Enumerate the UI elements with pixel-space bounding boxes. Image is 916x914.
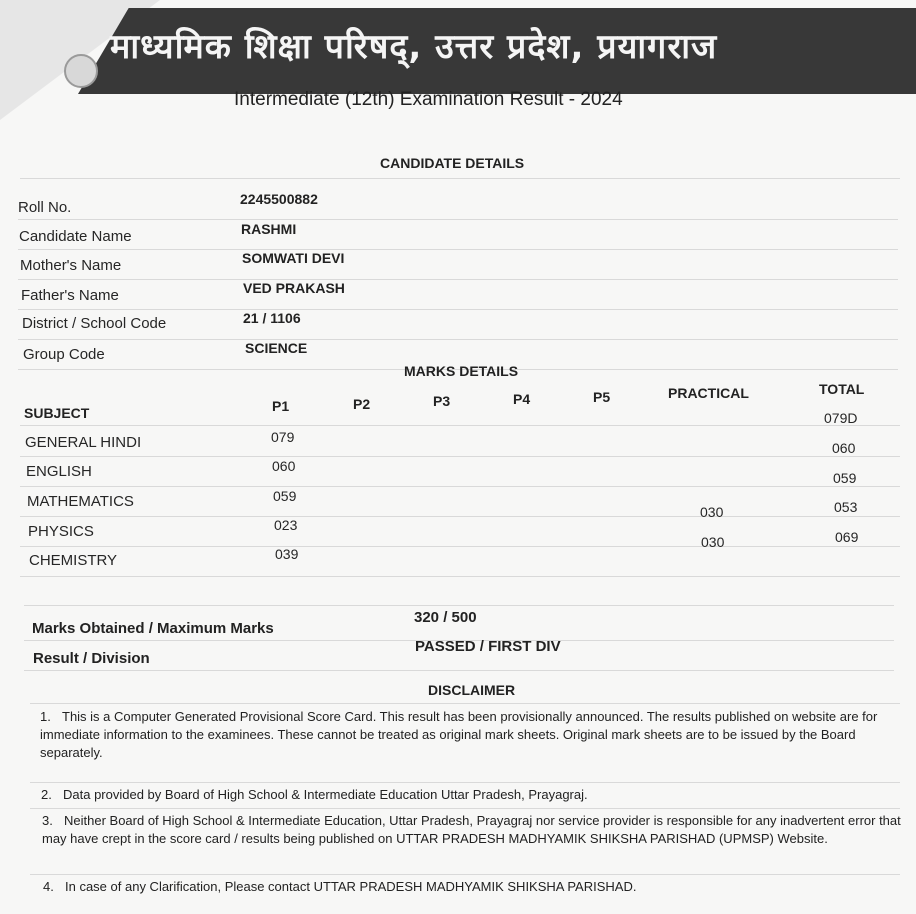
father-name-label: Father's Name bbox=[21, 287, 119, 304]
board-logo-icon bbox=[64, 54, 98, 88]
col-header-p1: P1 bbox=[272, 398, 290, 414]
result-division-value: PASSED / FIRST DIV bbox=[415, 638, 561, 655]
disclaimer-title: DISCLAIMER bbox=[428, 682, 516, 698]
disclaimer-item-text: This is a Computer Generated Provisional Score Card. This result has been provisionally announced. The results published on website are for immediate information to the examinees. These cannot be treated as original mark sheets. Original mark sheets are to be issued by the Board separately. bbox=[40, 709, 878, 760]
subject-name: GENERAL HINDI bbox=[25, 434, 142, 451]
disclaimer-item-number: 1. bbox=[40, 709, 51, 724]
col-header-practical: PRACTICAL bbox=[668, 385, 749, 401]
divider bbox=[20, 576, 900, 577]
col-header-subject: SUBJECT bbox=[24, 405, 90, 421]
district-school-code-label: District / School Code bbox=[22, 315, 167, 332]
subject-total: 069 bbox=[835, 529, 859, 545]
divider bbox=[18, 309, 898, 310]
col-header-total: TOTAL bbox=[819, 381, 865, 397]
group-code-label: Group Code bbox=[23, 346, 105, 363]
disclaimer-item bbox=[42, 812, 914, 848]
divider bbox=[30, 874, 900, 875]
divider bbox=[20, 456, 900, 457]
disclaimer-item-number: 4. bbox=[43, 879, 54, 894]
candidate-name-value: RASHMI bbox=[241, 221, 297, 237]
subject-total: 053 bbox=[834, 499, 858, 515]
group-code-value: SCIENCE bbox=[245, 340, 308, 356]
subject-total: 079D bbox=[824, 410, 858, 426]
divider bbox=[20, 425, 900, 426]
divider bbox=[18, 339, 898, 340]
board-name-hindi: माध्यमिक शिक्षा परिषद्, उत्तर प्रदेश, प्रयागराज bbox=[110, 27, 718, 67]
subject-name: CHEMISTRY bbox=[29, 552, 118, 569]
candidate-name-label: Candidate Name bbox=[19, 228, 132, 245]
marks-obtained-value: 320 / 500 bbox=[414, 609, 477, 626]
divider bbox=[20, 486, 900, 487]
exam-title: Intermediate (12th) Examination Result - 2024 bbox=[234, 89, 623, 110]
subject-practical-mark: 030 bbox=[700, 504, 724, 520]
disclaimer-item-text: In case of any Clarification, Please contact UTTAR PRADESH MADHYAMIK SHIKSHA PARISHAD. bbox=[65, 879, 637, 894]
subject-name: MATHEMATICS bbox=[27, 493, 134, 510]
divider bbox=[20, 546, 900, 547]
subject-p1-mark: 039 bbox=[275, 546, 299, 562]
divider bbox=[20, 516, 900, 517]
roll-no-label: Roll No. bbox=[18, 199, 72, 216]
marks-obtained-label: Marks Obtained / Maximum Marks bbox=[32, 620, 274, 637]
col-header-p4: P4 bbox=[513, 391, 531, 407]
subject-practical-mark: 030 bbox=[701, 534, 725, 550]
col-header-p5: P5 bbox=[593, 389, 611, 405]
disclaimer-item bbox=[41, 786, 911, 804]
subject-p1-mark: 059 bbox=[273, 488, 297, 504]
divider bbox=[18, 219, 898, 220]
divider bbox=[18, 249, 898, 250]
father-name-value: VED PRAKASH bbox=[243, 280, 345, 296]
disclaimer-item bbox=[43, 878, 913, 896]
marks-details-title: MARKS DETAILS bbox=[404, 363, 519, 379]
col-header-p3: P3 bbox=[433, 393, 451, 409]
disclaimer-item-number: 3. bbox=[42, 813, 53, 828]
disclaimer-item bbox=[40, 708, 912, 762]
subject-p1-mark: 023 bbox=[274, 517, 298, 533]
candidate-details-title: CANDIDATE DETAILS bbox=[380, 155, 525, 171]
disclaimer-item-text: Data provided by Board of High School & Intermediate Education Uttar Pradesh, Prayagraj. bbox=[63, 787, 588, 802]
divider bbox=[20, 178, 900, 179]
divider bbox=[30, 808, 900, 809]
subject-name: ENGLISH bbox=[26, 463, 92, 480]
subject-total: 059 bbox=[833, 470, 857, 486]
mother-name-value: SOMWATI DEVI bbox=[242, 250, 345, 266]
disclaimer-item-number: 2. bbox=[41, 787, 52, 802]
disclaimer-item-text: Neither Board of High School & Intermediate Education, Uttar Pradesh, Prayagraj nor service provider is responsible for any inadvertent error that may have crept in the score card / results being published on UTTAR PRADESH MADHYAMIK SHIKSHA PARISHAD (UPMSP) Website. bbox=[42, 813, 901, 846]
divider bbox=[18, 279, 898, 280]
roll-no-value: 2245500882 bbox=[240, 191, 318, 207]
result-division-label: Result / Division bbox=[33, 650, 150, 667]
subject-name: PHYSICS bbox=[28, 523, 94, 540]
col-header-p2: P2 bbox=[353, 396, 371, 412]
divider bbox=[30, 703, 900, 704]
subject-p1-mark: 079 bbox=[271, 429, 295, 445]
district-school-code-value: 21 / 1106 bbox=[243, 310, 301, 326]
mother-name-label: Mother's Name bbox=[20, 257, 122, 274]
subject-total: 060 bbox=[832, 440, 856, 456]
subject-p1-mark: 060 bbox=[272, 458, 296, 474]
divider bbox=[24, 605, 894, 606]
divider bbox=[30, 782, 900, 783]
divider bbox=[24, 670, 894, 671]
